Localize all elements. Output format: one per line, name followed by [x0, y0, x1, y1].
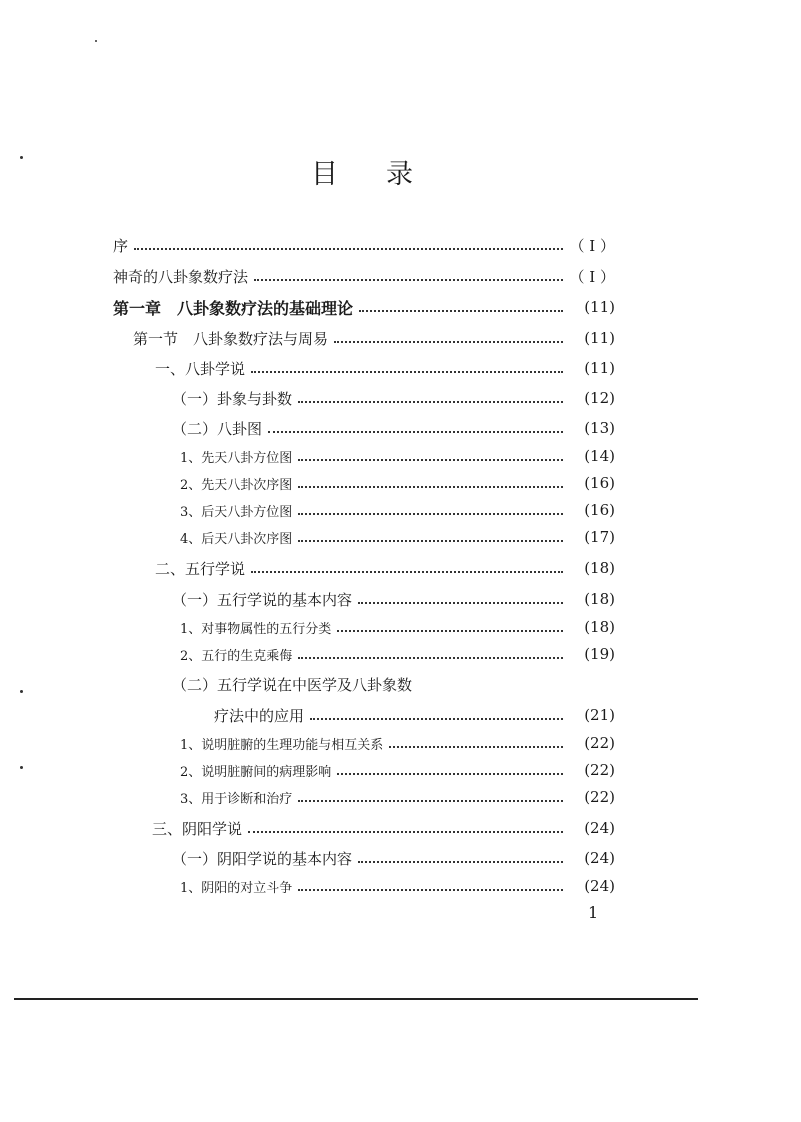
- toc-entry: [0, 815, 801, 841]
- leader-dots: [337, 759, 563, 775]
- toc-entry: [0, 385, 801, 411]
- toc-entry-label: 2、五行的生克乘侮: [180, 648, 293, 664]
- leader-dots: [337, 616, 563, 632]
- page-number: 1: [588, 903, 599, 922]
- toc-chapter: [0, 294, 801, 320]
- toc-title: [311, 152, 413, 191]
- toc-entry-page: (24): [584, 877, 615, 895]
- toc-entry-page: (16): [584, 501, 615, 519]
- toc-entry: [0, 355, 801, 381]
- toc-entry-page: (13): [584, 419, 615, 437]
- leader-dots: [298, 875, 563, 891]
- toc-entry-page: (22): [584, 788, 615, 806]
- toc-entry: [0, 232, 801, 258]
- scan-speck: [95, 40, 97, 42]
- toc-entry-label: 1、对事物属性的五行分类: [180, 621, 332, 637]
- leader-dots: [134, 234, 563, 250]
- scan-speck: [20, 766, 23, 769]
- scan-speck: [20, 690, 23, 693]
- toc-entry: [0, 671, 801, 697]
- toc-entry-label: 3、用于诊断和治疗: [180, 791, 293, 807]
- toc-section: [0, 325, 801, 351]
- toc-entry: [0, 757, 801, 783]
- toc-entry-label: （一）卦象与卦数: [172, 389, 293, 408]
- toc-entry-page: (11): [584, 329, 615, 347]
- toc-entry: [0, 641, 801, 667]
- toc-entry-label: 1、阴阳的对立斗争: [180, 880, 293, 896]
- toc-entry-page: (22): [584, 734, 615, 752]
- leader-dots: [298, 786, 563, 802]
- bottom-rule: [14, 998, 698, 1000]
- leader-dots: [298, 526, 563, 542]
- toc-entry-label: 1、说明脏腑的生理功能与相互关系: [180, 737, 384, 753]
- toc-entry-label: 2、说明脏腑间的病理影响: [180, 764, 332, 780]
- toc-entry-page: （ I ）: [569, 236, 615, 255]
- toc-entry-page: (18): [584, 559, 615, 577]
- toc-entry-page: (18): [584, 618, 615, 636]
- toc-entry: [0, 470, 801, 496]
- toc-entry: [0, 845, 801, 871]
- toc-entry: [0, 730, 801, 756]
- scan-speck: [20, 156, 23, 159]
- toc-entry-label: 神奇的八卦象数疗法: [113, 267, 249, 286]
- toc-entry-page: (17): [584, 528, 615, 546]
- leader-dots: [298, 387, 563, 403]
- toc-entry-label: 一、八卦学说: [155, 359, 246, 378]
- toc-entry: [0, 614, 801, 640]
- toc-entry-label: 4、后天八卦次序图: [180, 531, 293, 547]
- toc-entry: [0, 784, 801, 810]
- leader-dots: [298, 499, 563, 515]
- toc-entry: [0, 873, 801, 899]
- leader-dots: [334, 327, 563, 343]
- toc-entry-label: 二、五行学说: [155, 559, 246, 578]
- toc-entry-page: (11): [584, 298, 615, 316]
- leader-dots: [298, 445, 563, 461]
- title-char-2: 录: [386, 159, 413, 190]
- toc-entry-label: 第一节 八卦象数疗法与周易: [133, 329, 329, 348]
- leader-dots: [359, 296, 563, 312]
- toc-entry-label: （一）阴阳学说的基本内容: [172, 849, 353, 868]
- toc-entry-page: (21): [584, 706, 615, 724]
- toc-entry: [0, 497, 801, 523]
- leader-dots: [298, 643, 563, 659]
- toc-entry-label: 2、先天八卦次序图: [180, 477, 293, 493]
- leader-dots: [358, 847, 563, 863]
- toc-entry-page: （ I ）: [569, 267, 615, 286]
- toc-entry: [0, 415, 801, 441]
- toc-entry-label: 序: [113, 236, 129, 255]
- toc-entry-page: (24): [584, 849, 615, 867]
- toc-entry-label: （二）五行学说在中医学及八卦象数: [172, 675, 413, 694]
- leader-dots: [358, 588, 563, 604]
- toc-entry: [0, 702, 801, 728]
- toc-entry-page: (22): [584, 761, 615, 779]
- toc-entry-page: (24): [584, 819, 615, 837]
- toc-entry-page: (16): [584, 474, 615, 492]
- toc-entry-page: (19): [584, 645, 615, 663]
- toc-entry-label: 1、先天八卦方位图: [180, 450, 293, 466]
- leader-dots: [389, 732, 563, 748]
- leader-dots: [310, 704, 563, 720]
- leader-dots: [248, 817, 563, 833]
- leader-dots: [251, 557, 563, 573]
- leader-dots: [268, 417, 563, 433]
- toc-entry-page: (18): [584, 590, 615, 608]
- toc-entry-label: 3、后天八卦方位图: [180, 504, 293, 520]
- toc-entry: [0, 263, 801, 289]
- leader-dots: [254, 265, 563, 281]
- leader-dots: [298, 472, 563, 488]
- toc-entry: [0, 555, 801, 581]
- leader-dots: [251, 357, 563, 373]
- toc-entry-label: （二）八卦图: [172, 419, 263, 438]
- toc-entry-page: (14): [584, 447, 615, 465]
- toc-entry-page: (11): [584, 359, 615, 377]
- toc-entry-label: （一）五行学说的基本内容: [172, 590, 353, 609]
- toc-entry-page: (12): [584, 389, 615, 407]
- toc-entry-label: 疗法中的应用: [214, 706, 305, 725]
- toc-entry: [0, 586, 801, 612]
- toc-entry-label: 第一章 八卦象数疗法的基础理论: [113, 298, 354, 318]
- toc-entry: [0, 443, 801, 469]
- title-char-1: 目: [311, 159, 338, 190]
- toc-entry: [0, 524, 801, 550]
- toc-entry-label: 三、阴阳学说: [152, 819, 243, 838]
